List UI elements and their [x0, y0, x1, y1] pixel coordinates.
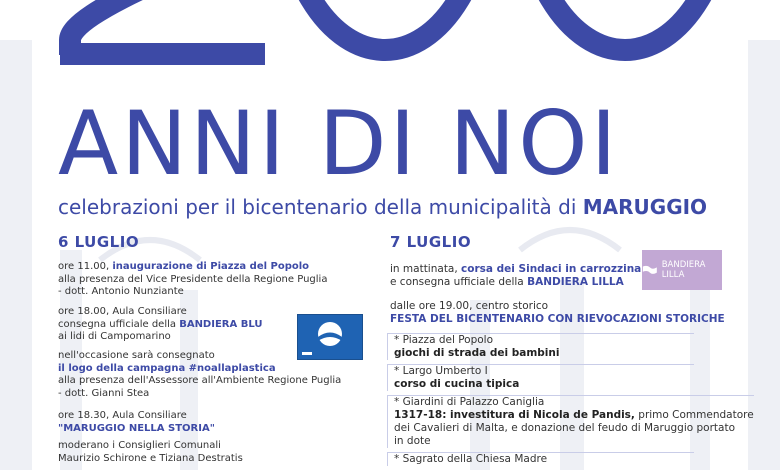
event-headline: "MARUGGIO NELLA STORIA": [58, 422, 215, 434]
subtitle-text: celebrazioni per il bicentenario della municipalità di: [58, 195, 577, 219]
section-largo-umberto: [387, 364, 694, 391]
event-line: ai lidi di Campomarino: [58, 331, 171, 342]
section-piazza-popolo: [387, 333, 694, 360]
section-place: * Piazza del Popolo: [394, 334, 494, 346]
event-headline: BANDIERA LILLA: [527, 276, 624, 288]
event-headline: corsa dei Sindaci in carrozzina: [461, 263, 642, 275]
event-line: dalle ore 19.00, centro storico: [390, 300, 549, 312]
big-number-200: [50, 0, 750, 65]
event-headline: BANDIERA BLU: [179, 318, 263, 330]
section-activity: 1317-18: investitura di Nicola de Pandis,: [394, 409, 635, 421]
event-line: - dott. Antonio Nunziante: [58, 286, 184, 297]
event-time: ore 11.00,: [58, 261, 110, 272]
section-sagrato: [387, 452, 694, 466]
event-festa-bicentenario: [390, 300, 725, 326]
flag-icon: [642, 264, 658, 276]
event-bandiera-blu: [58, 306, 262, 344]
event-inaugurazione: [58, 261, 327, 299]
bandiera-lilla-badge: [642, 250, 722, 290]
poster-title: ANNI DI NOI: [58, 92, 620, 195]
section-place: * Giardini di Palazzo Caniglia: [394, 396, 545, 408]
event-noallaplastica: [58, 350, 341, 400]
section-place: * Sagrato della Chiesa Madre: [394, 453, 548, 465]
event-time: ore 18.30, Aula Consiliare: [58, 410, 187, 421]
event-headline: FESTA DEL BICENTENARIO CON RIEVOCAZIONI STORICHE: [390, 313, 725, 325]
event-maruggio-storia: [58, 410, 215, 435]
section-activity: giochi di strada dei bambini: [394, 347, 560, 359]
event-line: Maurizio Schirone e Tiziana Destratis: [58, 452, 243, 464]
section-line: primo Commendatore: [638, 409, 754, 421]
event-line: - dott. Gianni Stea: [58, 387, 150, 399]
event-line: alla presenza del Vice Presidente della Regione Puglia: [58, 273, 328, 285]
section-line: in dote: [394, 435, 431, 447]
event-line: moderano i Consiglieri Comunali: [58, 440, 221, 451]
day-heading-7-luglio: 7 LUGLIO: [390, 233, 472, 251]
section-place: * Largo Umberto I: [394, 365, 488, 377]
event-headline: inaugurazione di Piazza del Popolo: [112, 261, 310, 272]
event-intro: nell'occasione sarà consegnato: [58, 350, 215, 361]
section-palazzo-caniglia: [387, 395, 754, 448]
badge-lilla-label: BANDIERA LILLA: [661, 260, 706, 280]
event-moderatori: [58, 440, 243, 465]
event-line: e consegna ufficiale della: [390, 276, 524, 288]
poster-subtitle: [58, 192, 707, 222]
event-line: consegna ufficiale della: [58, 318, 177, 330]
subtitle-town: MARUGGIO: [582, 195, 708, 219]
event-line: in mattinata,: [390, 263, 458, 275]
event-line: alla presenza dell'Assessore all'Ambiente Regione Puglia: [58, 375, 342, 386]
event-time: ore 18.00, Aula Consiliare: [58, 306, 187, 317]
big-number-graphic: [50, 0, 750, 65]
day-heading-6-luglio: 6 LUGLIO: [58, 233, 140, 251]
event-headline: il logo della campagna #noallaplastica: [58, 362, 276, 374]
section-activity: corso di cucina tipica: [394, 378, 520, 390]
section-line: dei Cavalieri di Malta, e donazione del feudo di Maruggio portato: [394, 422, 736, 434]
event-corsa-sindaci: [390, 263, 641, 289]
